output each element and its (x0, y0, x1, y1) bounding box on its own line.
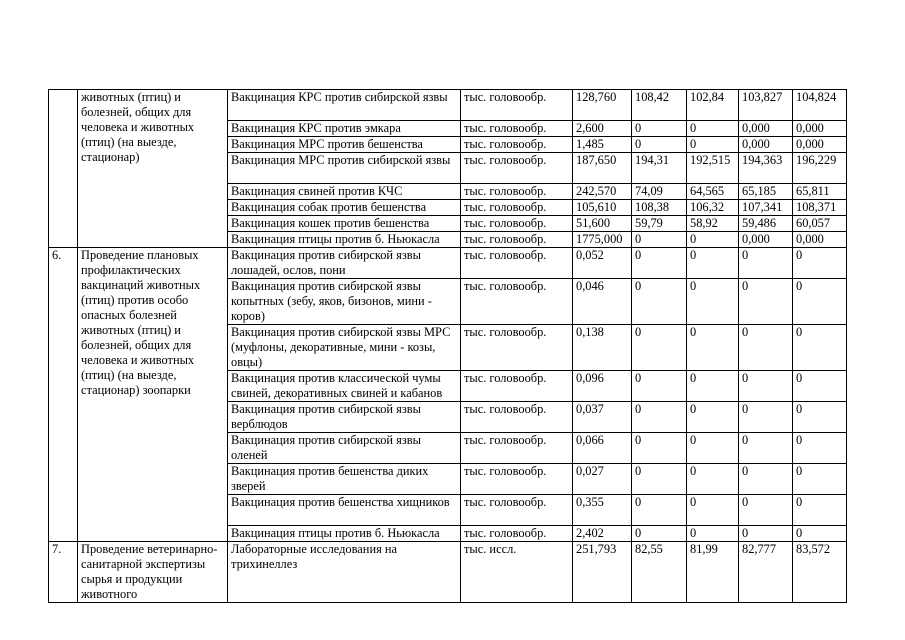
measure-name-cell: Вакцинация собак против бешенства (228, 200, 461, 216)
value-cell-year-3: 0 (739, 526, 793, 542)
value-cell-year-2: 58,92 (687, 216, 739, 232)
value-cell-year-3: 0,000 (739, 121, 793, 137)
unit-cell: тыс. головообр. (461, 495, 573, 526)
value-cell-base: 0,138 (573, 325, 632, 371)
page-mark: · (887, 594, 889, 600)
value-cell-year-3: 0 (739, 371, 793, 402)
value-cell-year-2: 0 (687, 279, 739, 325)
unit-cell: тыс. головообр. (461, 90, 573, 121)
unit-cell: тыс. головообр. (461, 137, 573, 153)
value-cell-year-4: 0,000 (793, 137, 847, 153)
unit-cell: тыс. головообр. (461, 402, 573, 433)
value-cell-base: 0,046 (573, 279, 632, 325)
measure-name-cell: Вакцинация кошек против бешенства (228, 216, 461, 232)
value-cell-year-4: 0,000 (793, 121, 847, 137)
value-cell-base: 128,760 (573, 90, 632, 121)
value-cell-year-2: 0 (687, 232, 739, 248)
value-cell-year-1: 0 (632, 402, 687, 433)
value-cell-base: 0,066 (573, 433, 632, 464)
measure-name-cell: Вакцинация против сибирской язвы оленей (228, 433, 461, 464)
value-cell-year-1: 0 (632, 121, 687, 137)
value-cell-year-1: 0 (632, 279, 687, 325)
value-cell-base: 0,355 (573, 495, 632, 526)
unit-cell: тыс. головообр. (461, 200, 573, 216)
value-cell-year-1: 194,31 (632, 153, 687, 184)
unit-cell: тыс. головообр. (461, 433, 573, 464)
value-cell-base: 0,027 (573, 464, 632, 495)
unit-cell: тыс. иссл. (461, 542, 573, 603)
table-body (49, 90, 847, 603)
value-cell-year-2: 0 (687, 137, 739, 153)
value-cell-year-3: 0 (739, 325, 793, 371)
measure-name-cell: Вакцинация против сибирской язвы МРС (муфлоны, декоративные, мини - козы, овцы) (228, 325, 461, 371)
value-cell-year-2: 0 (687, 526, 739, 542)
value-cell-year-3: 194,363 (739, 153, 793, 184)
measure-name-cell: Вакцинация птицы против б. Ньюкасла (228, 232, 461, 248)
measure-name-cell: Вакцинация против сибирской язвы лошадей, ослов, пони (228, 248, 461, 279)
measure-name-cell: Вакцинация против сибирской язвы верблюдов (228, 402, 461, 433)
value-cell-year-3: 0,000 (739, 137, 793, 153)
value-cell-year-4: 0 (793, 526, 847, 542)
value-cell-year-3: 0 (739, 248, 793, 279)
value-cell-year-4: 0,000 (793, 232, 847, 248)
unit-cell: тыс. головообр. (461, 279, 573, 325)
value-cell-year-1: 82,55 (632, 542, 687, 603)
value-cell-year-3: 0,000 (739, 232, 793, 248)
value-cell-year-4: 0 (793, 248, 847, 279)
value-cell-year-3: 103,827 (739, 90, 793, 121)
value-cell-year-3: 0 (739, 464, 793, 495)
value-cell-year-4: 0 (793, 433, 847, 464)
value-cell-year-3: 0 (739, 495, 793, 526)
row-number-cell (49, 90, 78, 248)
value-cell-year-1: 0 (632, 325, 687, 371)
value-cell-year-4: 0 (793, 279, 847, 325)
unit-cell: тыс. головообр. (461, 464, 573, 495)
value-cell-year-1: 0 (632, 371, 687, 402)
value-cell-base: 0,037 (573, 402, 632, 433)
value-cell-year-3: 65,185 (739, 184, 793, 200)
value-cell-year-4: 65,811 (793, 184, 847, 200)
value-cell-year-3: 0 (739, 433, 793, 464)
unit-cell: тыс. головообр. (461, 526, 573, 542)
value-cell-year-4: 0 (793, 371, 847, 402)
value-cell-year-2: 81,99 (687, 542, 739, 603)
measure-name-cell: Вакцинация против сибирской язвы копытных (зебу, яков, бизонов, мини - коров) (228, 279, 461, 325)
value-cell-year-4: 0 (793, 325, 847, 371)
value-cell-base: 2,402 (573, 526, 632, 542)
unit-cell: тыс. головообр. (461, 325, 573, 371)
measure-name-cell: Вакцинация против бешенства хищников (228, 495, 461, 526)
value-cell-year-1: 0 (632, 248, 687, 279)
measure-name-cell: Вакцинация птицы против б. Ньюкасла (228, 526, 461, 542)
activity-name-cell: животных (птиц) и болезней, общих для человека и животных (птиц) (на выезде, стационар) (78, 90, 228, 248)
value-cell-year-1: 0 (632, 526, 687, 542)
value-cell-base: 187,650 (573, 153, 632, 184)
value-cell-year-1: 0 (632, 232, 687, 248)
value-cell-year-4: 0 (793, 495, 847, 526)
value-cell-year-2: 0 (687, 325, 739, 371)
value-cell-year-3: 59,486 (739, 216, 793, 232)
activity-name-cell: Проведение ветеринарно-санитарной экспертизы сырья и продукции животного (78, 542, 228, 603)
unit-cell: тыс. головообр. (461, 121, 573, 137)
value-cell-year-2: 0 (687, 248, 739, 279)
value-cell-base: 51,600 (573, 216, 632, 232)
value-cell-year-4: 196,229 (793, 153, 847, 184)
table-row (49, 248, 847, 279)
row-number-cell: 7. (49, 542, 78, 603)
value-cell-base: 1,485 (573, 137, 632, 153)
value-cell-base: 242,570 (573, 184, 632, 200)
vaccination-plan-table (48, 89, 847, 603)
value-cell-base: 105,610 (573, 200, 632, 216)
value-cell-year-2: 64,565 (687, 184, 739, 200)
measure-name-cell: Вакцинация КРС против сибирской язвы (228, 90, 461, 121)
value-cell-base: 0,052 (573, 248, 632, 279)
value-cell-year-4: 60,057 (793, 216, 847, 232)
value-cell-year-4: 83,572 (793, 542, 847, 603)
value-cell-year-1: 59,79 (632, 216, 687, 232)
value-cell-base: 251,793 (573, 542, 632, 603)
value-cell-year-2: 0 (687, 464, 739, 495)
measure-name-cell: Вакцинация КРС против эмкара (228, 121, 461, 137)
value-cell-year-3: 0 (739, 279, 793, 325)
measure-name-cell: Вакцинация МРС против сибирской язвы (228, 153, 461, 184)
value-cell-base: 1775,000 (573, 232, 632, 248)
value-cell-year-4: 0 (793, 402, 847, 433)
value-cell-year-1: 0 (632, 433, 687, 464)
value-cell-year-1: 74,09 (632, 184, 687, 200)
measure-name-cell: Лабораторные исследования на трихинеллез (228, 542, 461, 603)
table-row (49, 90, 847, 121)
unit-cell: тыс. головообр. (461, 216, 573, 232)
value-cell-year-2: 0 (687, 433, 739, 464)
unit-cell: тыс. головообр. (461, 153, 573, 184)
value-cell-year-1: 0 (632, 495, 687, 526)
value-cell-year-2: 102,84 (687, 90, 739, 121)
measure-name-cell: Вакцинация МРС против бешенства (228, 137, 461, 153)
measure-name-cell: Вакцинация свиней против КЧС (228, 184, 461, 200)
value-cell-year-2: 106,32 (687, 200, 739, 216)
value-cell-year-1: 108,42 (632, 90, 687, 121)
value-cell-year-1: 0 (632, 464, 687, 495)
value-cell-year-4: 104,824 (793, 90, 847, 121)
value-cell-year-2: 0 (687, 371, 739, 402)
value-cell-base: 2,600 (573, 121, 632, 137)
value-cell-year-2: 0 (687, 495, 739, 526)
value-cell-year-3: 0 (739, 402, 793, 433)
value-cell-year-4: 108,371 (793, 200, 847, 216)
unit-cell: тыс. головообр. (461, 371, 573, 402)
value-cell-year-2: 0 (687, 402, 739, 433)
table-row (49, 542, 847, 603)
value-cell-base: 0,096 (573, 371, 632, 402)
row-number-cell: 6. (49, 248, 78, 542)
unit-cell: тыс. головообр. (461, 248, 573, 279)
value-cell-year-4: 0 (793, 464, 847, 495)
value-cell-year-3: 107,341 (739, 200, 793, 216)
value-cell-year-2: 0 (687, 121, 739, 137)
measure-name-cell: Вакцинация против бешенства диких зверей (228, 464, 461, 495)
unit-cell: тыс. головообр. (461, 184, 573, 200)
value-cell-year-2: 192,515 (687, 153, 739, 184)
measure-name-cell: Вакцинация против классической чумы свиней, декоративных свиней и кабанов (228, 371, 461, 402)
value-cell-year-1: 0 (632, 137, 687, 153)
value-cell-year-1: 108,38 (632, 200, 687, 216)
unit-cell: тыс. головообр. (461, 232, 573, 248)
activity-name-cell: Проведение плановых профилактических вакцинаций животных (птиц) против особо опасных болезней животных (птиц) и болезней, общих для человека и животных (птиц) (на выезде, стационар) зоопарки (78, 248, 228, 542)
value-cell-year-3: 82,777 (739, 542, 793, 603)
